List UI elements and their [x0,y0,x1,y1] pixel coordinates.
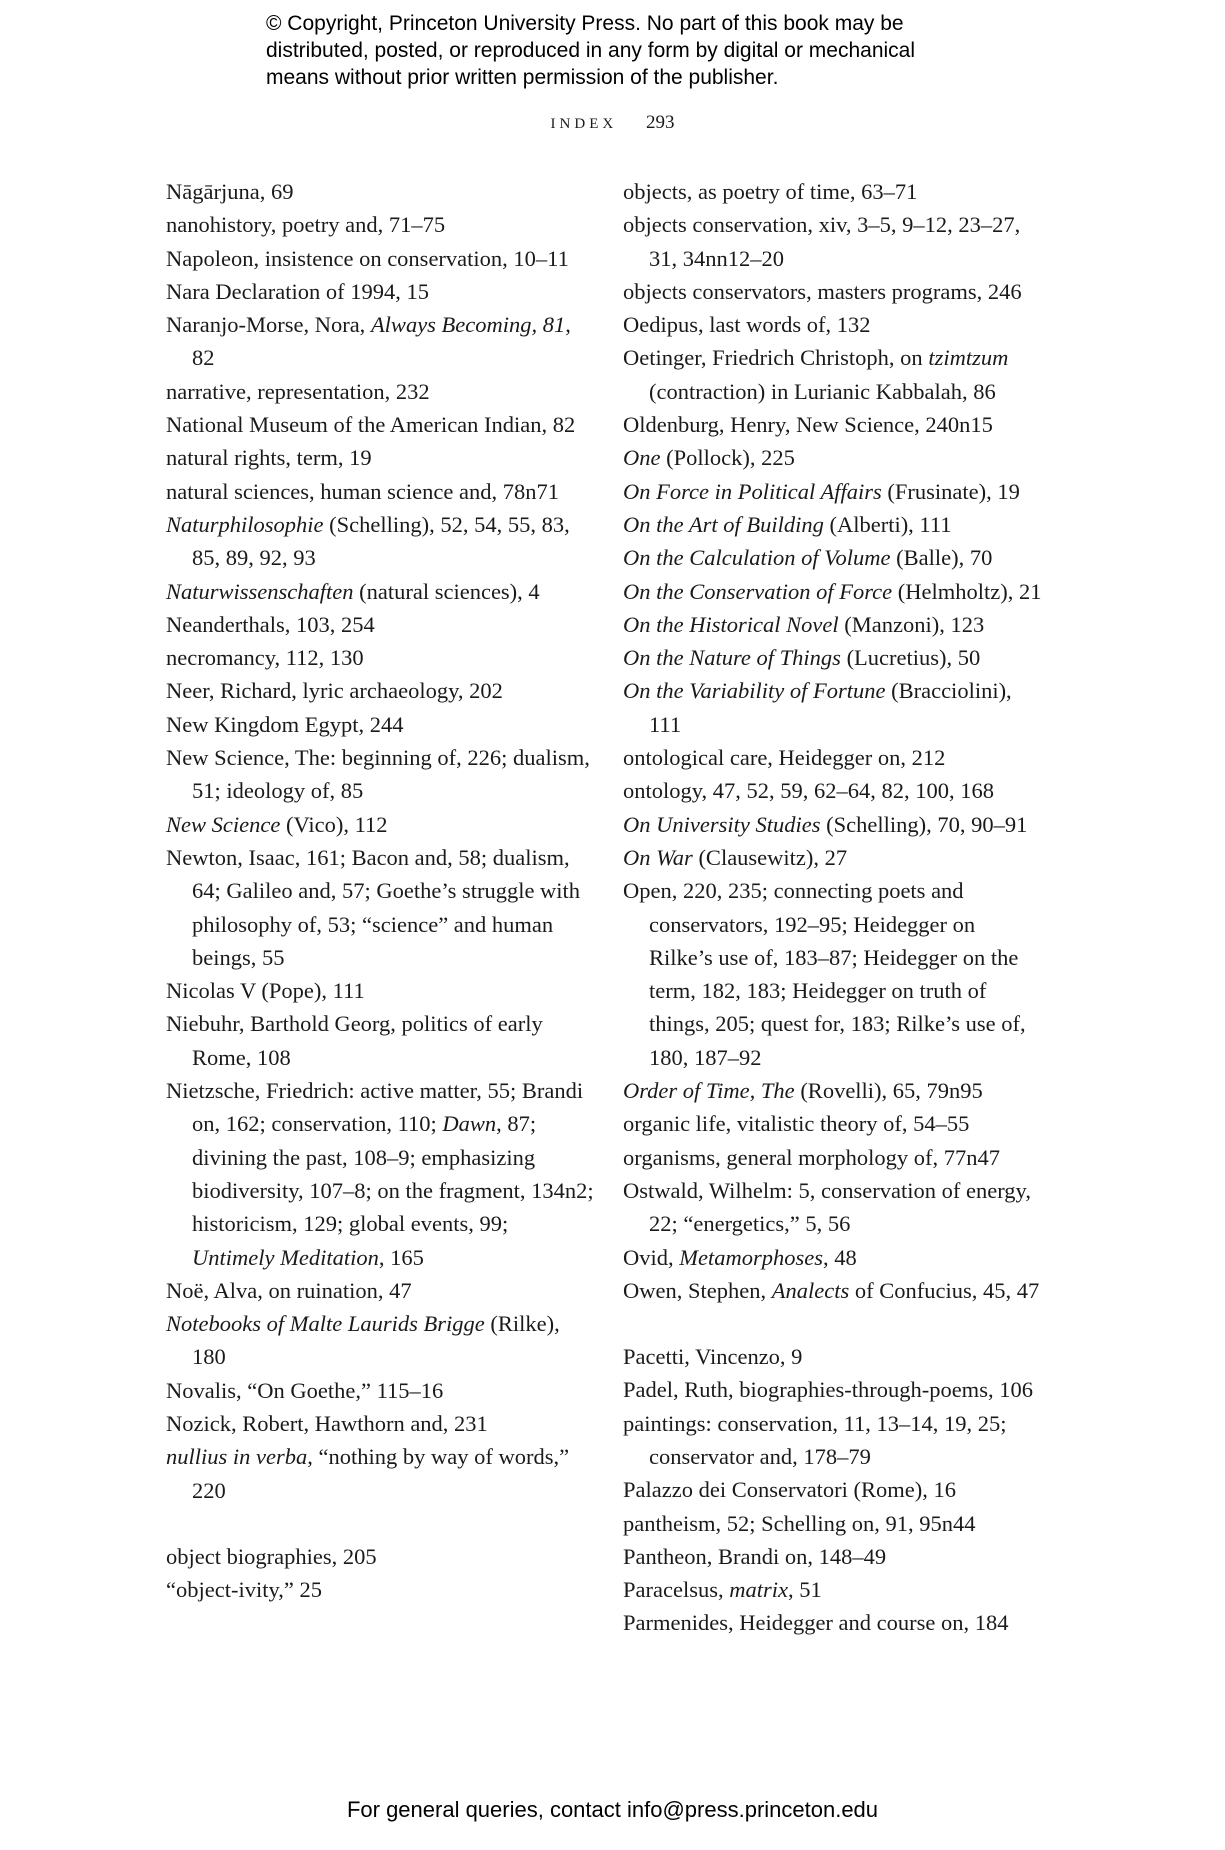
index-entry [166,1307,596,1374]
index-entry-text: , 165 [378,1244,424,1270]
index-entry-text: (Frusinate), 19 [881,478,1020,504]
index-entry [623,608,1043,641]
index-entry [623,275,1043,308]
index-entry [166,175,596,208]
index-entry-text: (Lucretius), 50 [840,645,981,671]
index-entry-text: (contraction) in Lurianic Kabbalah, 86 [649,378,996,404]
index-entry-text: objects conservation, xiv, 3–5, 9–12, 23–27, 31, 34nn12–20 [623,212,1021,271]
index-entry-text: (Alberti), 111 [823,511,952,537]
index-entry [623,1606,1043,1639]
index-entry-italic: On the Calculation of Volume [623,545,891,571]
index-entry [166,308,596,375]
index-entry-text: (Rovelli), 65, 79n95 [794,1078,983,1104]
index-entry-italic: Naturphilosophie [166,511,324,537]
index-entry-text: Parmenides, Heidegger and course on, 184 [623,1610,1009,1636]
index-entry [623,741,1043,774]
index-entry-text: of Confucius, 45, 47 [849,1277,1040,1303]
running-head [0,112,1225,134]
index-entry-italic: Order of Time, The [623,1078,795,1104]
index-entry-italic: tzimtzum [928,345,1009,371]
index-entry [166,441,596,474]
index-entry-italic: On War [623,844,693,870]
index-entry-text: paintings: conservation, 11, 13–14, 19, 25; conservator and, 178–79 [623,1410,1007,1469]
index-entry [166,575,596,608]
index-entry-text: natural rights, term, 19 [166,445,372,471]
index-entry [166,375,596,408]
index-entry-text: , 51 [787,1577,822,1603]
index-entry-text: Nicolas V (Pope), 111 [166,978,365,1004]
index-entry-italic: On the Conservation of Force [623,578,893,604]
index-entry-text: Neanderthals, 103, 254 [166,611,375,637]
index-entry-text: Oedipus, last words of, 132 [623,312,871,338]
index-entry [166,242,596,275]
index-entry-text: , 82 [192,312,571,371]
index-entry [166,708,596,741]
index-entry-italic: One [623,445,661,471]
index-entry [166,208,596,241]
index-entry [623,575,1043,608]
index-entry-text: Neer, Richard, lyric archaeology, 202 [166,678,503,704]
index-entry-italic: Dawn [442,1111,497,1137]
index-entry [166,608,596,641]
index-entry [166,1074,596,1274]
index-entry-text: (Vico), 112 [280,811,388,837]
index-entry-text: Ostwald, Wilhelm: 5, conservation of energy, 22; “energetics,” 5, 56 [623,1177,1031,1237]
index-entry-text: Niebuhr, Barthold Georg, politics of early Rome, 108 [166,1011,543,1070]
index-entry-text: Open, 220, 235; connecting poets and conservators, 192–95; Heidegger on Rilke’s use of, 183–87; Heidegger on the term, 182, 183; Heidegger on truth of things, 205; quest for, 183; Rilke’s use of, 180, 187–92 [623,878,1026,1070]
index-entry-text: object biographies, 205 [166,1543,377,1569]
index-entry-text: National Museum of the American Indian, 82 [166,412,576,438]
index-entry [623,1241,1043,1274]
index-entry-italic: On University Studies [623,811,821,837]
index-entry-italic: On the Nature of Things [623,645,841,671]
index-entry-text: ontology, 47, 52, 59, 62–64, 82, 100, 168 [623,778,995,804]
index-entry-text: necromancy, 112, 130 [166,645,364,671]
copyright-line: distributed, posted, or reproduced in any form by digital or mechanical [266,39,916,62]
index-entry-text: (Balle), 70 [890,545,993,571]
index-entry [623,1107,1043,1140]
index-entry-text: Nara Declaration of 1994, 15 [166,278,430,304]
index-entry-text: Padel, Ruth, biographies-through-poems, 106 [623,1377,1033,1403]
index-entry [623,808,1043,841]
index-entry-italic: Naturwissenschaften [166,578,354,604]
index-entry-text: Palazzo dei Conservatori (Rome), 16 [623,1477,957,1503]
page-number: 293 [645,112,675,133]
index-entry-text: New Kingdom Egypt, 244 [166,711,404,737]
index-entry-text: nanohistory, poetry and, 71–75 [166,212,446,238]
index-entry-text: objects conservators, masters programs, 246 [623,278,1022,304]
index-entry [166,1540,596,1573]
index-entry-text: (Schelling), 52, 54, 55, 83, 85, 89, 92, 93 [192,511,570,571]
index-entry-text: Nozick, Robert, Hawthorn and, 231 [166,1410,488,1436]
index-entry [623,341,1043,408]
index-column-right [623,175,1043,1640]
index-entry [166,841,596,974]
index-entry [623,441,1043,474]
index-entry-text: Oetinger, Friedrich Christoph, on [623,345,929,371]
copyright-line: means without prior written permission of the publisher. [266,66,779,89]
index-column-left [166,175,596,1606]
index-entry [623,175,1043,208]
index-entry [623,1407,1043,1474]
index-entry-text: Nāgārjuna, 69 [166,179,294,204]
index-entry [623,841,1043,874]
index-entry-text: (Pollock), 225 [660,445,795,471]
footer-contact: For general queries, contact info@press.princeton.edu [346,1797,879,1822]
index-entry [166,275,596,308]
index-entry-text: (Rilke), 180 [192,1311,560,1370]
index-entry [623,641,1043,674]
index-entry-text: pantheism, 52; Schelling on, 91, 95n44 [623,1510,976,1536]
index-entry [166,974,596,1007]
index-entry-text: objects, as poetry of time, 63–71 [623,179,918,204]
index-entry-text: Paracelsus, [623,1577,730,1603]
copyright-line: © Copyright, Princeton University Press. No part of this book may be [266,12,904,35]
index-entry [623,1074,1043,1107]
index-entry [623,1540,1043,1573]
index-entry-text: (natural sciences), 4 [353,578,540,604]
index-entry [623,308,1043,341]
index-entry-italic: matrix [729,1577,788,1603]
index-entry-text: organic life, vitalistic theory of, 54–55 [623,1111,970,1137]
index-entry [166,1407,596,1440]
index-entry [166,741,596,808]
index-entry-text: (Clausewitz), 27 [692,844,848,870]
index-entry-text: (Bracciolini), 111 [649,678,1012,737]
index-entry-italic: nullius in verba [166,1444,308,1470]
index-entry [623,1573,1043,1606]
index-entry [623,1473,1043,1506]
index-entry [623,774,1043,807]
index-entry [623,408,1043,441]
index-entry [623,508,1043,541]
index-entry [623,208,1043,275]
index-entry [623,1340,1043,1373]
index-entry-text: Ovid, [623,1244,680,1270]
index-entry-text: natural sciences, human science and, 78n71 [166,478,559,504]
index-entry-italic: On the Historical Novel [623,611,839,637]
index-entry [166,1007,596,1074]
index-entry-italic: Analects [771,1277,850,1303]
index-entry-text: Napoleon, insistence on conservation, 10–11 [166,245,569,271]
index-entry [166,1274,596,1307]
index-entry-text: (Helmholtz), 21 [892,578,1042,604]
running-head-label: INDEX [550,116,618,132]
index-entry-text: ontological care, Heidegger on, 212 [623,745,946,771]
index-entry-text: (Schelling), 70, 90–91 [820,811,1028,837]
index-entry-text: Nietzsche, Friedrich: active matter, 55; Brandi on, 162; conservation, 110; [166,1078,584,1137]
index-entry-text: (Manzoni), 123 [838,611,985,637]
index-entry [166,1440,596,1507]
index-entry [623,1373,1043,1406]
index-entry-text: Pacetti, Vincenzo, 9 [623,1344,803,1370]
index-entry-text: organisms, general morphology of, 77n47 [623,1144,1001,1170]
index-entry [623,1507,1043,1540]
index-entry-text: Newton, Isaac, 161; Bacon and, 58; dualism, 64; Galileo and, 57; Goethe’s struggle with philosophy of, 53; “science” and human beings, 55 [166,844,581,970]
index-entry [623,475,1043,508]
index-entry [166,1573,596,1606]
index-entry [623,674,1043,741]
index-entry-text: , “nothing by way of words,” 220 [192,1444,570,1503]
index-entry-text: , 87; divining the past, 108–9; emphasizing biodiversity, 107–8; on the fragment, 134n2; historicism, 129; global events, 99; [192,1111,594,1237]
index-entry [166,408,596,441]
index-entry-italic: Always Becoming, 81 [370,312,566,338]
index-entry [623,1141,1043,1174]
index-entry-text: , 48 [822,1244,857,1270]
index-entry-text: Naranjo-Morse, Nora, [166,312,371,338]
index-entry-italic: New Science [166,811,281,837]
index-entry-italic: On the Art of Building [623,511,824,537]
copyright-notice [266,10,1026,91]
index-entry [166,508,596,575]
index-entry [166,475,596,508]
index-entry-text: Owen, Stephen, [623,1277,772,1303]
index-entry-text: Novalis, “On Goethe,” 115–16 [166,1377,444,1403]
index-entry-text: Pantheon, Brandi on, 148–49 [623,1543,887,1569]
index-entry [623,1274,1043,1307]
index-entry [166,1374,596,1407]
index-entry [623,1174,1043,1241]
index-entry-text: Noë, Alva, on ruination, 47 [166,1277,412,1303]
index-entry-italic: Notebooks of Malte Laurids Brigge [166,1311,485,1337]
index-entry-text: Oldenburg, Henry, New Science, 240n15 [623,412,993,438]
index-entry-italic: On the Variability of Fortune [623,678,886,704]
index-entry-italic: Metamorphoses [679,1244,823,1270]
index-entry-text: narrative, representation, 232 [166,378,430,404]
index-entry [623,541,1043,574]
index-entry-italic: On Force in Political Affairs [623,478,882,504]
index-entry-text: “object-ivity,” 25 [166,1577,322,1603]
index-entry [623,874,1043,1074]
index-entry [166,674,596,707]
index-entry-text: New Science, The: beginning of, 226; dualism, 51; ideology of, 85 [166,745,590,804]
index-entry [166,808,596,841]
index-entry-italic: Untimely Meditation [192,1244,379,1270]
index-entry [166,641,596,674]
